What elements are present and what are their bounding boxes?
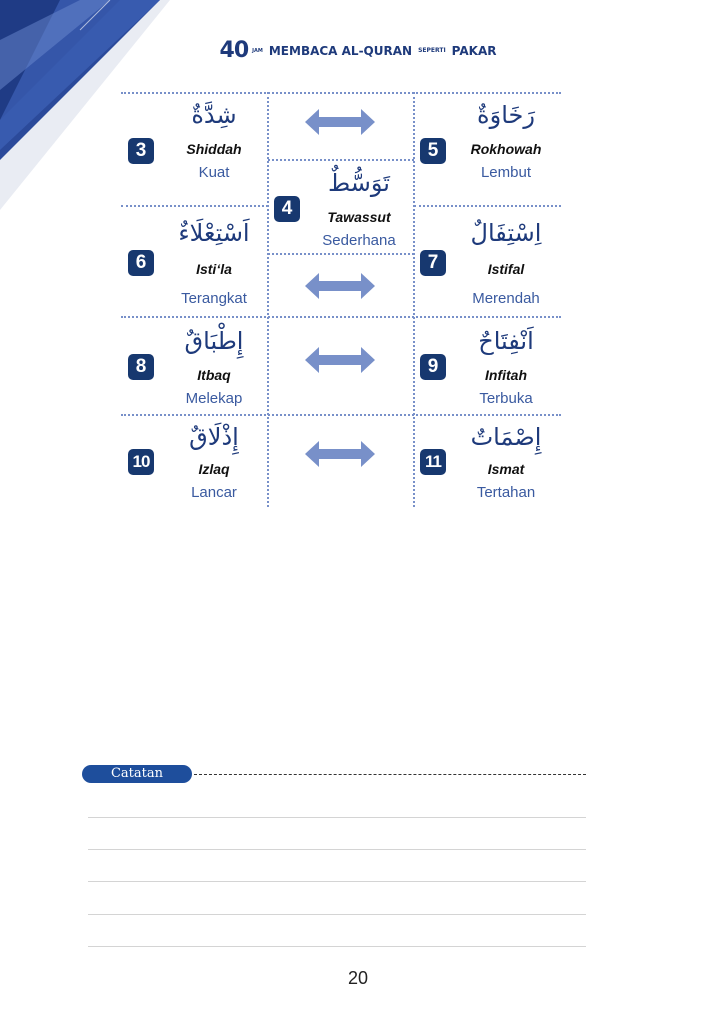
divider <box>267 92 269 507</box>
divider <box>414 205 561 207</box>
term-meaning: Terbuka <box>479 390 533 407</box>
item-cell <box>305 168 413 250</box>
item-number-badge: 8 <box>128 354 154 380</box>
double-arrow-icon <box>305 439 375 469</box>
page-header <box>0 38 716 63</box>
note-line <box>88 817 586 818</box>
sifat-table <box>121 92 561 507</box>
item-cell <box>161 422 267 502</box>
divider <box>268 159 414 161</box>
item-cell <box>451 422 561 502</box>
header-title-main: MEMBACA AL-QURAN <box>268 43 413 58</box>
divider <box>121 316 561 318</box>
notes-dashed-line <box>194 774 586 775</box>
latin-term: Tawassut <box>327 209 391 225</box>
term-meaning: Tertahan <box>476 484 536 501</box>
divider <box>121 92 561 94</box>
latin-term: Itbaq <box>197 367 231 383</box>
latin-term: Ismat <box>487 461 525 477</box>
latin-term: Isti‘la <box>196 261 232 277</box>
note-line <box>88 881 586 882</box>
latin-term: Infitah <box>485 367 527 383</box>
page-number: 20 <box>347 968 369 988</box>
latin-term: Rokhowah <box>470 141 542 157</box>
double-arrow-icon <box>305 107 375 137</box>
term-meaning: Melekap <box>185 390 243 407</box>
item-number-badge: 5 <box>420 138 446 164</box>
item-cell <box>451 326 561 408</box>
arabic-term: اَنْفِتَاحٌ <box>478 327 534 355</box>
arabic-term: اَسْتِعْلَاءٌ <box>178 219 250 247</box>
double-arrow-icon <box>305 345 375 375</box>
note-line <box>88 849 586 850</box>
item-number-badge: 7 <box>420 250 446 276</box>
double-arrow-icon <box>305 271 375 301</box>
term-meaning: Sederhana <box>322 232 396 249</box>
item-number-badge: 11 <box>420 449 446 475</box>
arabic-term: إِصْمَاتٌ <box>470 423 542 451</box>
logo-number: 40 <box>219 38 249 63</box>
arabic-term: إِطْبَاقٌ <box>184 327 244 355</box>
item-cell <box>161 218 267 308</box>
latin-term: Shiddah <box>186 141 242 157</box>
term-meaning: Kuat <box>198 164 230 181</box>
arabic-term: تَوَسُّطٌ <box>328 169 390 197</box>
note-line <box>88 914 586 915</box>
divider <box>268 253 414 255</box>
divider <box>121 414 561 416</box>
divider <box>121 205 268 207</box>
term-meaning: Terangkat <box>181 290 247 307</box>
arabic-term: إِذْلَاقٌ <box>189 423 239 451</box>
notes-label: Catatan <box>82 765 192 783</box>
term-meaning: Merendah <box>472 290 540 307</box>
arabic-term: اِسْتِفَالٌ <box>470 219 542 247</box>
arabic-term: رَخَاوَةٌ <box>477 101 535 129</box>
divider <box>413 92 415 507</box>
item-cell <box>161 100 267 182</box>
item-number-badge: 9 <box>420 354 446 380</box>
latin-term: Istifal <box>487 261 525 277</box>
latin-term: Izlaq <box>198 461 230 477</box>
item-cell <box>451 100 561 182</box>
item-cell <box>451 218 561 308</box>
item-number-badge: 10 <box>128 449 154 475</box>
term-meaning: Lancar <box>191 484 237 501</box>
term-meaning: Lembut <box>480 164 532 181</box>
note-line <box>88 946 586 947</box>
item-number-badge: 3 <box>128 138 154 164</box>
header-title-small: SEPERTI <box>418 47 446 54</box>
item-cell <box>161 326 267 408</box>
item-number-badge: 4 <box>274 196 300 222</box>
item-number-badge: 6 <box>128 250 154 276</box>
arabic-term: شِدَّةٌ <box>191 101 237 129</box>
logo-subtext: JAM <box>252 47 263 54</box>
header-title-end: PAKAR <box>451 43 497 58</box>
